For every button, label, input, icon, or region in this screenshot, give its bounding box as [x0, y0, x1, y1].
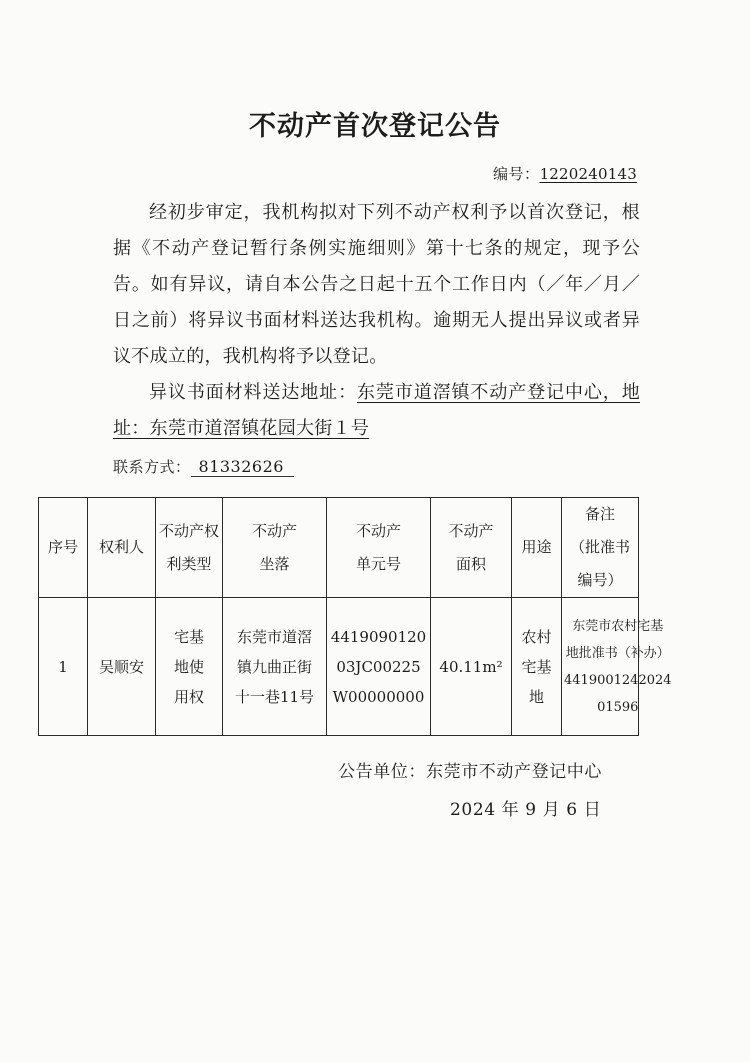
objection-address-label: 异议书面材料送达地址：: [149, 382, 357, 403]
usage-cell: 农村 宅基 地: [512, 598, 562, 736]
holder-cell: 吴顺安: [88, 598, 156, 736]
serial-value: 1220240143: [539, 165, 637, 183]
contact-label: 联系方式：: [113, 458, 191, 476]
seq-cell: 1: [39, 598, 88, 736]
notice-body: [113, 195, 640, 447]
contact-phone: 81332626: [191, 458, 294, 477]
header-cell: 用途: [512, 498, 562, 598]
objection-address: 东莞市道滘镇不动产登记中心，地址：东莞市道滘镇花园大街１号: [113, 382, 640, 439]
page-title: 不动产首次登记公告: [249, 111, 501, 142]
registration-table: [38, 497, 672, 736]
remark-cell: 东莞市农村宅基 地批准书（补办） 4419001242024 01596: [562, 598, 639, 736]
notice-paragraph: 经初步审定，我机构拟对下列不动产权利予以首次登记，根据《不动产登记暂行条例实施细则》第十七条的规定，现予公告。如有异议，请自本公告之日起十五个工作日内（／年／月／日之前）将异议书面材料送达我机构。逾期无人提出异议或者异议不成立的，我机构将予以登记。: [113, 202, 640, 367]
serial-label: 编号：: [493, 165, 540, 183]
area-cell: 40.11m²: [431, 598, 512, 736]
unit-number-cell: 4419090120 03JC00225 W00000000: [327, 598, 431, 736]
issue-date: 2024 年 9 月 6 日: [450, 800, 602, 820]
table-header-row: [39, 498, 639, 598]
header-cell: 不动产 单元号: [327, 498, 431, 598]
header-cell: 备注 （批准书编号）: [562, 498, 639, 598]
header-cell: 序号: [39, 498, 88, 598]
location-cell: 东莞市道滘 镇九曲正街 十一巷11号: [223, 598, 327, 736]
header-cell: 权利人: [88, 498, 156, 598]
serial-number: [493, 163, 637, 184]
issuing-unit: 公告单位：东莞市不动产登记中心: [338, 762, 602, 782]
header-cell: 不动产权 利类型: [156, 498, 223, 598]
header-cell: 不动产 面积: [431, 498, 512, 598]
right-type-cell: 宅基 地使 用权: [156, 598, 223, 736]
contact-line: [113, 456, 294, 477]
table-row: [39, 598, 639, 736]
header-cell: 不动产 坐落: [223, 498, 327, 598]
objection-address-paragraph: [113, 375, 640, 447]
